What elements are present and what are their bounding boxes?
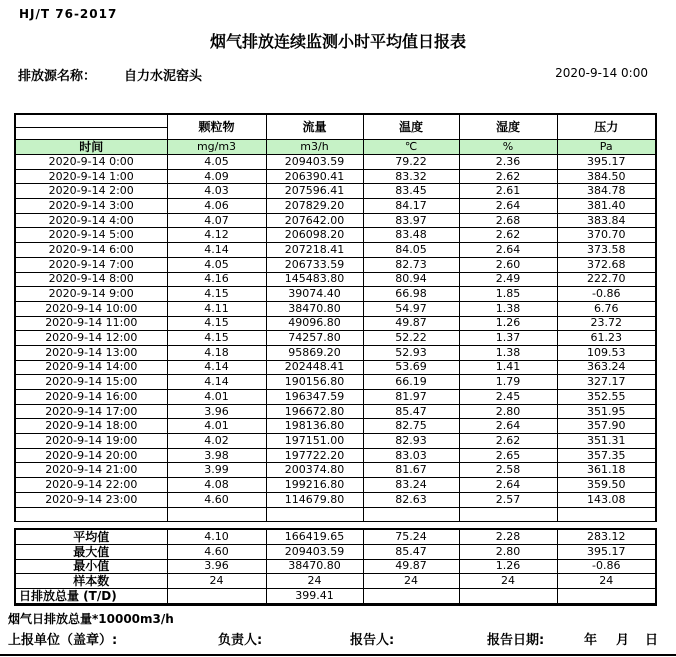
row-value: 1.38	[459, 345, 557, 360]
row-value: 222.70	[557, 272, 656, 287]
summary-value	[167, 589, 266, 605]
row-value: 1.85	[459, 287, 557, 302]
summary-value: 24	[266, 574, 363, 589]
report-datetime: 2020-9-14 0:00	[555, 66, 648, 80]
row-value: 2.64	[459, 419, 557, 434]
row-value: 143.08	[557, 492, 656, 507]
summary-row	[15, 589, 656, 605]
table-row	[15, 272, 656, 287]
summary-label: 平均值	[15, 529, 167, 544]
row-value: 4.05	[167, 257, 266, 272]
table-row	[15, 316, 656, 331]
table-row	[15, 301, 656, 316]
summary-value	[363, 589, 459, 605]
summary-value: 4.60	[167, 544, 266, 559]
source-row	[18, 65, 202, 84]
table-row	[15, 169, 656, 184]
unit-cell: Pa	[557, 140, 656, 155]
table-row	[15, 257, 656, 272]
row-value: 4.16	[167, 272, 266, 287]
page-bottom-rule	[0, 654, 676, 656]
row-value: 85.47	[363, 404, 459, 419]
row-value: 207829.20	[266, 199, 363, 214]
row-value: 197722.20	[266, 448, 363, 463]
row-value: 4.06	[167, 199, 266, 214]
row-value: 190156.80	[266, 375, 363, 390]
reporter-label: 报告人:	[350, 633, 395, 648]
row-time: 2020-9-14 10:00	[15, 301, 167, 316]
summary-value: 3.96	[167, 559, 266, 574]
row-value: 4.05	[167, 155, 266, 170]
row-value: 202448.41	[266, 360, 363, 375]
summary-value: 2.80	[459, 544, 557, 559]
table-row	[15, 463, 656, 478]
unit-cell: ℃	[363, 140, 459, 155]
row-value: 370.70	[557, 228, 656, 243]
row-value: 4.18	[167, 345, 266, 360]
row-value: 74257.80	[266, 331, 363, 346]
row-value: 207218.41	[266, 243, 363, 258]
row-value: 53.69	[363, 360, 459, 375]
summary-value: 49.87	[363, 559, 459, 574]
header-blank-cell	[15, 114, 167, 128]
row-time: 2020-9-14 4:00	[15, 213, 167, 228]
summary-value: 85.47	[363, 544, 459, 559]
row-value: 38470.80	[266, 301, 363, 316]
row-value: 352.55	[557, 390, 656, 405]
row-value: 363.24	[557, 360, 656, 375]
row-value: 3.96	[167, 404, 266, 419]
row-value: 66.19	[363, 375, 459, 390]
empty-cell	[266, 507, 363, 522]
row-value: 196672.80	[266, 404, 363, 419]
year-label: 年	[584, 633, 598, 648]
summary-rows	[15, 529, 656, 604]
row-value: 2.58	[459, 463, 557, 478]
row-value: 196347.59	[266, 390, 363, 405]
table-row	[15, 419, 656, 434]
row-value: 4.15	[167, 316, 266, 331]
row-value: 207642.00	[266, 213, 363, 228]
summary-label: 日排放总量 (T/D)	[15, 589, 167, 605]
row-value: 357.90	[557, 419, 656, 434]
row-value: 4.09	[167, 169, 266, 184]
row-value: 82.75	[363, 419, 459, 434]
row-value: 2.49	[459, 272, 557, 287]
row-value: 83.45	[363, 184, 459, 199]
summary-value: -0.86	[557, 559, 656, 574]
row-value: 351.95	[557, 404, 656, 419]
summary-value: 166419.65	[266, 529, 363, 544]
summary-value: 24	[459, 574, 557, 589]
row-value: 2.64	[459, 478, 557, 493]
row-value: 4.01	[167, 390, 266, 405]
row-value: 80.94	[363, 272, 459, 287]
summary-label: 最小值	[15, 559, 167, 574]
row-value: 3.98	[167, 448, 266, 463]
row-value: 6.76	[557, 301, 656, 316]
row-value: 81.97	[363, 390, 459, 405]
row-time: 2020-9-14 5:00	[15, 228, 167, 243]
summary-value: 399.41	[266, 589, 363, 605]
row-value: 373.58	[557, 243, 656, 258]
row-value: 1.38	[459, 301, 557, 316]
row-value: 82.73	[363, 257, 459, 272]
source-name-value: 自力水泥窑头	[124, 69, 203, 84]
table-row	[15, 228, 656, 243]
row-time: 2020-9-14 14:00	[15, 360, 167, 375]
row-value: 49.87	[363, 316, 459, 331]
unit-cell: %	[459, 140, 557, 155]
summary-row	[15, 544, 656, 559]
table-row	[15, 375, 656, 390]
row-value: 1.41	[459, 360, 557, 375]
summary-value: 4.10	[167, 529, 266, 544]
row-value: 351.31	[557, 434, 656, 449]
row-time: 2020-9-14 15:00	[15, 375, 167, 390]
row-value: 384.78	[557, 184, 656, 199]
row-value: 83.32	[363, 169, 459, 184]
row-value: 327.17	[557, 375, 656, 390]
row-value: 83.97	[363, 213, 459, 228]
row-value: 198136.80	[266, 419, 363, 434]
row-time: 2020-9-14 22:00	[15, 478, 167, 493]
header-blank-cell	[15, 128, 167, 140]
pollutant-header: 压力	[557, 114, 656, 140]
month-label: 月	[616, 633, 630, 648]
row-value: 4.14	[167, 360, 266, 375]
summary-value: 209403.59	[266, 544, 363, 559]
row-value: 4.60	[167, 492, 266, 507]
row-time: 2020-9-14 1:00	[15, 169, 167, 184]
row-value: 4.03	[167, 184, 266, 199]
row-value: 2.65	[459, 448, 557, 463]
summary-label: 样本数	[15, 574, 167, 589]
pollutant-header: 湿度	[459, 114, 557, 140]
row-value: 207596.41	[266, 184, 363, 199]
report-date-label: 报告日期:	[487, 633, 545, 648]
row-value: 209403.59	[266, 155, 363, 170]
summary-value	[459, 589, 557, 605]
empty-cell	[459, 507, 557, 522]
row-value: 2.45	[459, 390, 557, 405]
summary-value: 395.17	[557, 544, 656, 559]
row-value: 2.64	[459, 243, 557, 258]
unit-row	[15, 140, 656, 155]
row-value: 357.35	[557, 448, 656, 463]
row-value: 2.62	[459, 228, 557, 243]
row-value: 4.12	[167, 228, 266, 243]
row-value: 4.14	[167, 375, 266, 390]
pollutant-header: 颗粒物	[167, 114, 266, 140]
row-time: 2020-9-14 17:00	[15, 404, 167, 419]
row-time: 2020-9-14 16:00	[15, 390, 167, 405]
row-value: 82.63	[363, 492, 459, 507]
row-time: 2020-9-14 20:00	[15, 448, 167, 463]
summary-table	[14, 528, 657, 606]
monitoring-table	[14, 113, 657, 522]
row-time: 2020-9-14 9:00	[15, 287, 167, 302]
row-time: 2020-9-14 18:00	[15, 419, 167, 434]
row-value: 384.50	[557, 169, 656, 184]
row-value: 4.14	[167, 243, 266, 258]
summary-value	[557, 589, 656, 605]
row-value: 145483.80	[266, 272, 363, 287]
summary-value: 75.24	[363, 529, 459, 544]
summary-row	[15, 574, 656, 589]
row-value: 395.17	[557, 155, 656, 170]
unit-cell: mg/m3	[167, 140, 266, 155]
row-value: 2.61	[459, 184, 557, 199]
row-value: 84.17	[363, 199, 459, 214]
row-value: 2.57	[459, 492, 557, 507]
row-value: 206390.41	[266, 169, 363, 184]
row-value: 1.26	[459, 316, 557, 331]
row-value: 4.01	[167, 419, 266, 434]
row-value: 206098.20	[266, 228, 363, 243]
row-value: 383.84	[557, 213, 656, 228]
row-time: 2020-9-14 8:00	[15, 272, 167, 287]
row-value: 114679.80	[266, 492, 363, 507]
empty-cell	[167, 507, 266, 522]
row-value: 200374.80	[266, 463, 363, 478]
row-value: 39074.40	[266, 287, 363, 302]
row-time: 2020-9-14 21:00	[15, 463, 167, 478]
row-value: 4.15	[167, 331, 266, 346]
row-time: 2020-9-14 12:00	[15, 331, 167, 346]
row-value: 84.05	[363, 243, 459, 258]
source-name-label: 排放源名称：	[18, 69, 97, 84]
row-value: 61.23	[557, 331, 656, 346]
data-rows	[15, 155, 656, 522]
row-time: 2020-9-14 11:00	[15, 316, 167, 331]
unit-cell: m3/h	[266, 140, 363, 155]
summary-value: 38470.80	[266, 559, 363, 574]
row-value: 66.98	[363, 287, 459, 302]
summary-value: 283.12	[557, 529, 656, 544]
table-row	[15, 404, 656, 419]
time-header: 时间	[15, 140, 167, 155]
row-time: 2020-9-14 2:00	[15, 184, 167, 199]
row-value: -0.86	[557, 287, 656, 302]
row-value: 359.50	[557, 478, 656, 493]
summary-value: 1.26	[459, 559, 557, 574]
row-time: 2020-9-14 19:00	[15, 434, 167, 449]
row-value: 4.15	[167, 287, 266, 302]
row-value: 95869.20	[266, 345, 363, 360]
row-value: 2.64	[459, 199, 557, 214]
table-row	[15, 478, 656, 493]
summary-value: 2.28	[459, 529, 557, 544]
row-value: 2.80	[459, 404, 557, 419]
table-row	[15, 287, 656, 302]
row-value: 4.11	[167, 301, 266, 316]
summary-value: 24	[363, 574, 459, 589]
table-row	[15, 243, 656, 258]
row-value: 79.22	[363, 155, 459, 170]
summary-row	[15, 529, 656, 544]
table-row	[15, 360, 656, 375]
table-row	[15, 155, 656, 170]
row-value: 4.07	[167, 213, 266, 228]
row-value: 199216.80	[266, 478, 363, 493]
summary-value: 24	[557, 574, 656, 589]
row-value: 52.93	[363, 345, 459, 360]
empty-cell	[557, 507, 656, 522]
row-value: 83.03	[363, 448, 459, 463]
summary-label: 最大值	[15, 544, 167, 559]
row-time: 2020-9-14 23:00	[15, 492, 167, 507]
row-value: 197151.00	[266, 434, 363, 449]
empty-cell	[15, 507, 167, 522]
row-time: 2020-9-14 6:00	[15, 243, 167, 258]
empty-row	[15, 507, 656, 522]
responsible-label: 负责人:	[218, 633, 263, 648]
summary-row	[15, 559, 656, 574]
report-title: 烟气排放连续监测小时平均值日报表	[209, 32, 466, 51]
row-value: 81.67	[363, 463, 459, 478]
row-time: 2020-9-14 13:00	[15, 345, 167, 360]
day-label: 日	[645, 633, 659, 648]
row-time: 2020-9-14 0:00	[15, 155, 167, 170]
table-row	[15, 492, 656, 507]
summary-value: 24	[167, 574, 266, 589]
row-time: 2020-9-14 3:00	[15, 199, 167, 214]
row-value: 2.62	[459, 169, 557, 184]
row-value: 2.36	[459, 155, 557, 170]
table-row	[15, 213, 656, 228]
row-value: 54.97	[363, 301, 459, 316]
table-row	[15, 184, 656, 199]
row-value: 381.40	[557, 199, 656, 214]
row-value: 1.37	[459, 331, 557, 346]
row-value: 109.53	[557, 345, 656, 360]
pollutant-header: 流量	[266, 114, 363, 140]
header-row-top	[15, 114, 656, 128]
row-value: 372.68	[557, 257, 656, 272]
table-row	[15, 434, 656, 449]
row-value: 83.24	[363, 478, 459, 493]
row-value: 361.18	[557, 463, 656, 478]
row-value: 206733.59	[266, 257, 363, 272]
table-row	[15, 448, 656, 463]
flow-unit-footnote: 烟气日排放总量*10000m3/h	[8, 612, 174, 626]
row-value: 2.62	[459, 434, 557, 449]
table-row	[15, 331, 656, 346]
row-value: 2.60	[459, 257, 557, 272]
pollutant-header: 温度	[363, 114, 459, 140]
report-unit-label: 上报单位（盖章）:	[8, 633, 118, 648]
standard-number: HJ/T 76-2017	[19, 7, 118, 21]
row-value: 4.02	[167, 434, 266, 449]
row-value: 3.99	[167, 463, 266, 478]
row-value: 4.08	[167, 478, 266, 493]
row-value: 2.68	[459, 213, 557, 228]
row-time: 2020-9-14 7:00	[15, 257, 167, 272]
row-value: 23.72	[557, 316, 656, 331]
row-value: 82.93	[363, 434, 459, 449]
row-value: 52.22	[363, 331, 459, 346]
table-row	[15, 390, 656, 405]
row-value: 83.48	[363, 228, 459, 243]
row-value: 49096.80	[266, 316, 363, 331]
table-row	[15, 345, 656, 360]
empty-cell	[363, 507, 459, 522]
row-value: 1.79	[459, 375, 557, 390]
table-row	[15, 199, 656, 214]
